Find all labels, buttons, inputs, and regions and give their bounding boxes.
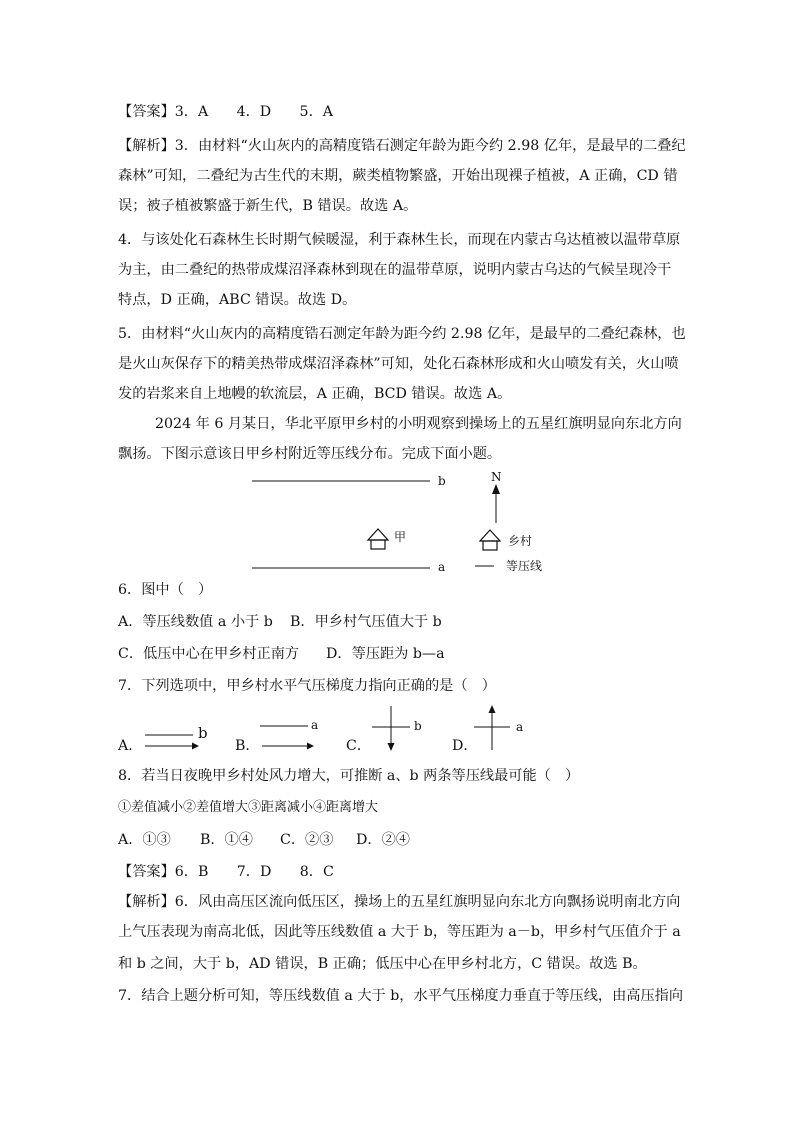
question-stem: 飘扬。下图示意该日甲乡村附近等压线分布。完成下面小题。 (118, 446, 502, 462)
north-label: N (491, 470, 502, 484)
isobar-b-label: b (438, 474, 446, 488)
q6-option-d[interactable]: D．等压距为 b—a (326, 646, 445, 662)
question-stem: 2024 年 6 月某日，华北平原甲乡村的小明观察到操场上的五星红旗明显向东北方向 (155, 416, 682, 432)
analysis-line: 5．由材料“火山灰内的高精度锆石测定年龄为距今约 2.98 亿年，是最早的二叠纪森林，也 (118, 326, 686, 342)
analysis-line: 4．与该处化石森林生长时期气候暖湿，利于森林生长，而现在内蒙古乌达植被以温带草原 (118, 232, 681, 248)
q8-option-d[interactable]: D．②④ (356, 832, 410, 848)
answer-line-1: 【答案】3．A 4．D 5．A (118, 104, 334, 120)
q6-option-c[interactable]: C．低压中心在甲乡村正南方 (118, 646, 300, 662)
q7-fig-c-label: b (414, 719, 422, 733)
analysis-line: 上气压表现为南高北低，因此等压线数值 a 大于 b，等压距为 a－b，甲乡村气压值介于 a (118, 924, 681, 940)
legend-isobar-label: 等压线 (506, 559, 543, 573)
analysis-line: 发的岩浆来自上地幔的软流层，A 正确，BCD 错误。故选 A。 (118, 386, 512, 402)
q8-option-b[interactable]: B．①④ (200, 832, 253, 848)
q7-option-a[interactable]: A． (118, 738, 143, 754)
legend-village-icon (480, 530, 500, 550)
analysis-line: 森林”可知，二叠纪为古生代的末期，蕨类植物繁盛，开始出现裸子植被，A 正确，CD 错 (118, 168, 678, 184)
q8-choices: ①差值减小②差值增大③距离减小④距离增大 (118, 800, 379, 815)
answer-line-2: 【答案】6．B 7．D 8．C (118, 864, 334, 880)
q7-option-c[interactable]: C． (346, 738, 372, 754)
analysis-line: 和 b 之间，大于 b，AD 错误，B 正确；低压中心在甲乡村北方，C 错误。故选 B。 (118, 956, 647, 972)
isobar-a-label: a (438, 560, 446, 574)
q7-fig-d-label: a (516, 720, 524, 734)
q6-stem: 6．图中（ ） (118, 582, 213, 598)
analysis-line: 【解析】3．由材料“火山灰内的高精度锆石测定年龄为距今约 2.98 亿年，是最早的二叠纪 (118, 138, 686, 154)
analysis-line: 【解析】6．风由高压区流向低压区，操场上的五星红旗明显向东北方向飘扬说明南北方向 (118, 894, 681, 910)
q7-fig-a (145, 724, 208, 750)
q8-stem: 8．若当日夜晚甲乡村处风力增大，可推断 a、b 两条等压线最可能（ ） (118, 768, 580, 784)
q6-option-a[interactable]: A．等压线数值 a 小于 b (118, 614, 273, 630)
analysis-line: 误；被子植被繁盛于新生代，B 错误。故选 A。 (118, 198, 418, 214)
q7-stem: 7．下列选项中，甲乡村水平气压梯度力指向正确的是（ ） (118, 678, 496, 694)
q7-fig-a-label: b (198, 724, 208, 742)
analysis-line: 是火山灰保存下的精美热带成煤沼泽森林”可知，处化石森林形成和火山喷发有关，火山喷 (118, 356, 679, 372)
q7-fig-b (260, 718, 318, 750)
q8-option-a[interactable]: A．①③ (118, 832, 171, 848)
analysis-line: 为主，由二叠纪的热带成煤沼泽森林到现在的温带草原，说明内蒙古乌达的气候呈现冷干 (118, 262, 672, 278)
village-jia-label: 甲 (394, 530, 407, 544)
village-jia-icon (368, 529, 388, 549)
q6-option-b[interactable]: B．甲乡村气压值大于 b (290, 614, 442, 630)
analysis-line: 7．结合上题分析可知，等压线数值 a 大于 b，水平气压梯度力垂直于等压线，由高压指向 (118, 988, 684, 1004)
q7-option-b[interactable]: B． (235, 738, 260, 754)
q7-option-d[interactable]: D． (452, 738, 478, 754)
legend-village-label: 乡村 (508, 534, 533, 548)
q7-fig-b-label: a (311, 718, 319, 732)
q7-fig-c (372, 706, 422, 751)
north-arrow-icon (492, 484, 500, 523)
q7-fig-d (474, 705, 523, 750)
analysis-line: 特点，D 正确，ABC 错误。故选 D。 (118, 292, 357, 308)
q8-option-c[interactable]: C．②③ (280, 832, 334, 848)
